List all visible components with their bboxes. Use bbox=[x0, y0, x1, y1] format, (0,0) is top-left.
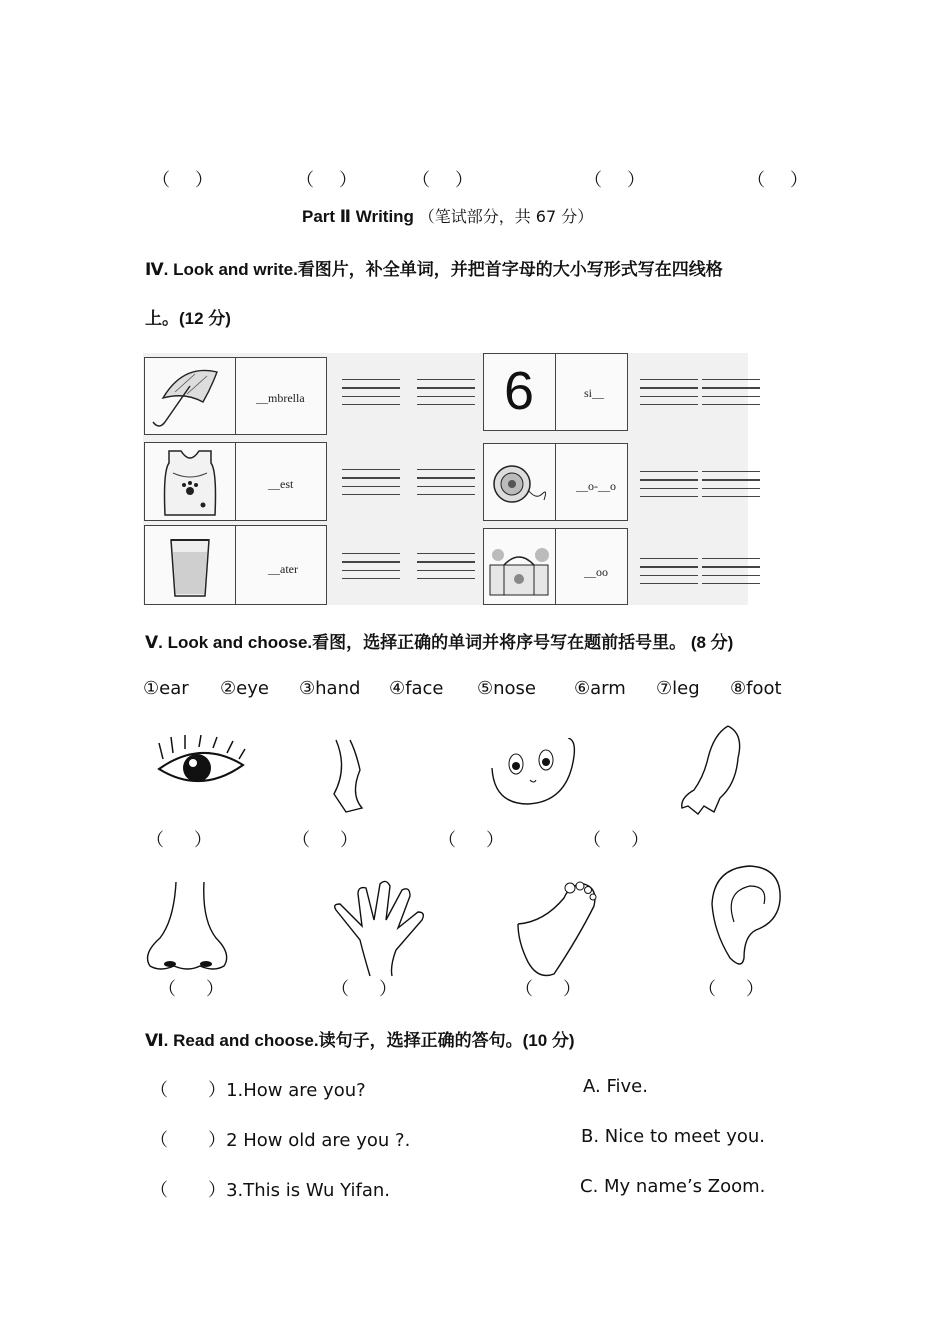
option-foot: ⑧foot bbox=[730, 678, 782, 699]
answer-paren[interactable]: （ ） bbox=[150, 1080, 227, 1101]
answer-paren[interactable]: （ ） bbox=[747, 170, 809, 190]
four-line-grid[interactable] bbox=[702, 471, 760, 504]
six-picture bbox=[483, 353, 556, 431]
incomplete-word: __oo bbox=[584, 565, 608, 579]
four-line-grid[interactable] bbox=[417, 553, 475, 586]
word-cell bbox=[235, 525, 327, 605]
option-hand: ③hand bbox=[299, 678, 361, 699]
four-line-grid[interactable] bbox=[640, 379, 698, 412]
four-line-grid[interactable] bbox=[417, 379, 475, 412]
part-title bbox=[302, 204, 593, 227]
option-arm: ⑥arm bbox=[574, 678, 626, 699]
incomplete-word: __mbrella bbox=[256, 391, 305, 405]
four-line-grid[interactable] bbox=[640, 558, 698, 591]
answer-paren[interactable]: （ ） bbox=[296, 170, 358, 190]
word-cell bbox=[235, 357, 327, 435]
question-row bbox=[150, 1176, 390, 1202]
answer-paren[interactable]: （ ） bbox=[158, 979, 225, 999]
section-5-title: Ⅴ. Look and choose.看图，选择正确的单词并将序号写在题前括号里。 (8 分) bbox=[145, 633, 734, 652]
look-and-write-worksheet bbox=[143, 353, 748, 605]
answer-paren[interactable]: （ ） bbox=[583, 830, 650, 850]
answer-paren[interactable]: （ ） bbox=[150, 1130, 227, 1151]
four-line-grid[interactable] bbox=[702, 558, 760, 591]
incomplete-word: si__ bbox=[584, 386, 605, 400]
question-text: 1.How are you? bbox=[226, 1080, 366, 1101]
answer-choice: B. Nice to meet you. bbox=[581, 1126, 765, 1147]
option-nose: ⑤nose bbox=[477, 678, 537, 699]
vest-picture bbox=[144, 442, 236, 521]
option-leg: ⑦leg bbox=[656, 678, 700, 699]
word-cell bbox=[555, 443, 628, 521]
four-line-grid[interactable] bbox=[702, 379, 760, 412]
face-picture bbox=[486, 738, 582, 810]
zoo-picture bbox=[483, 528, 556, 605]
answer-paren[interactable]: （ ） bbox=[146, 830, 213, 850]
answer-choice: C. My name’s Zoom. bbox=[580, 1176, 766, 1197]
answer-paren[interactable]: （ ） bbox=[331, 979, 398, 999]
umbrella-picture bbox=[144, 357, 236, 435]
answer-paren[interactable]: （ ） bbox=[698, 979, 765, 999]
question-row bbox=[150, 1126, 410, 1152]
four-line-grid[interactable] bbox=[342, 553, 400, 586]
answer-paren[interactable]: （ ） bbox=[292, 830, 359, 850]
nose-picture bbox=[140, 880, 236, 976]
eye-picture bbox=[155, 735, 247, 797]
four-line-grid[interactable] bbox=[342, 379, 400, 412]
answer-paren[interactable]: （ ） bbox=[584, 170, 646, 190]
incomplete-word: __o-__o bbox=[576, 479, 616, 493]
yo-yo-picture bbox=[483, 443, 556, 521]
part-note: （笔试部分，共 67 分） bbox=[418, 207, 594, 226]
four-line-grid[interactable] bbox=[640, 471, 698, 504]
glass-of-water-picture bbox=[144, 525, 236, 605]
answer-paren[interactable]: （ ） bbox=[412, 170, 474, 190]
answer-paren[interactable]: （ ） bbox=[438, 830, 505, 850]
word-cell bbox=[235, 442, 327, 521]
option-ear: ①ear bbox=[143, 678, 189, 699]
section-4-title-cont: 上。(12 分) bbox=[145, 309, 231, 328]
section-4-title: Ⅳ. Look and write.看图片，补全单词，并把首字母的大小写形式写在四线格 bbox=[145, 260, 723, 279]
digit-six: 6 bbox=[504, 361, 535, 421]
open-hand-picture bbox=[330, 876, 430, 980]
four-line-grid[interactable] bbox=[417, 469, 475, 502]
word-cell bbox=[555, 528, 628, 605]
answer-paren[interactable]: （ ） bbox=[152, 170, 214, 190]
section-6-title: Ⅵ. Read and choose.读句子，选择正确的答句。(10 分) bbox=[145, 1031, 575, 1050]
foot-picture bbox=[514, 878, 600, 980]
ear-picture bbox=[694, 862, 786, 972]
incomplete-word: __est bbox=[268, 477, 294, 491]
word-cell bbox=[555, 353, 628, 431]
four-line-grid[interactable] bbox=[342, 469, 400, 502]
arm-picture bbox=[326, 738, 374, 814]
answer-paren[interactable]: （ ） bbox=[150, 1180, 227, 1201]
answer-choice: A. Five. bbox=[583, 1076, 648, 1097]
answer-paren[interactable]: （ ） bbox=[515, 979, 582, 999]
part-label: Part Ⅱ Writing bbox=[302, 207, 414, 226]
question-row bbox=[150, 1076, 366, 1102]
hand-picture bbox=[674, 724, 754, 816]
question-text: 3.This is Wu Yifan. bbox=[226, 1180, 390, 1201]
incomplete-word: __ater bbox=[268, 562, 298, 576]
option-face: ④face bbox=[389, 678, 444, 699]
question-text: 2 How old are you ?. bbox=[226, 1130, 411, 1151]
option-eye: ②eye bbox=[220, 678, 269, 699]
